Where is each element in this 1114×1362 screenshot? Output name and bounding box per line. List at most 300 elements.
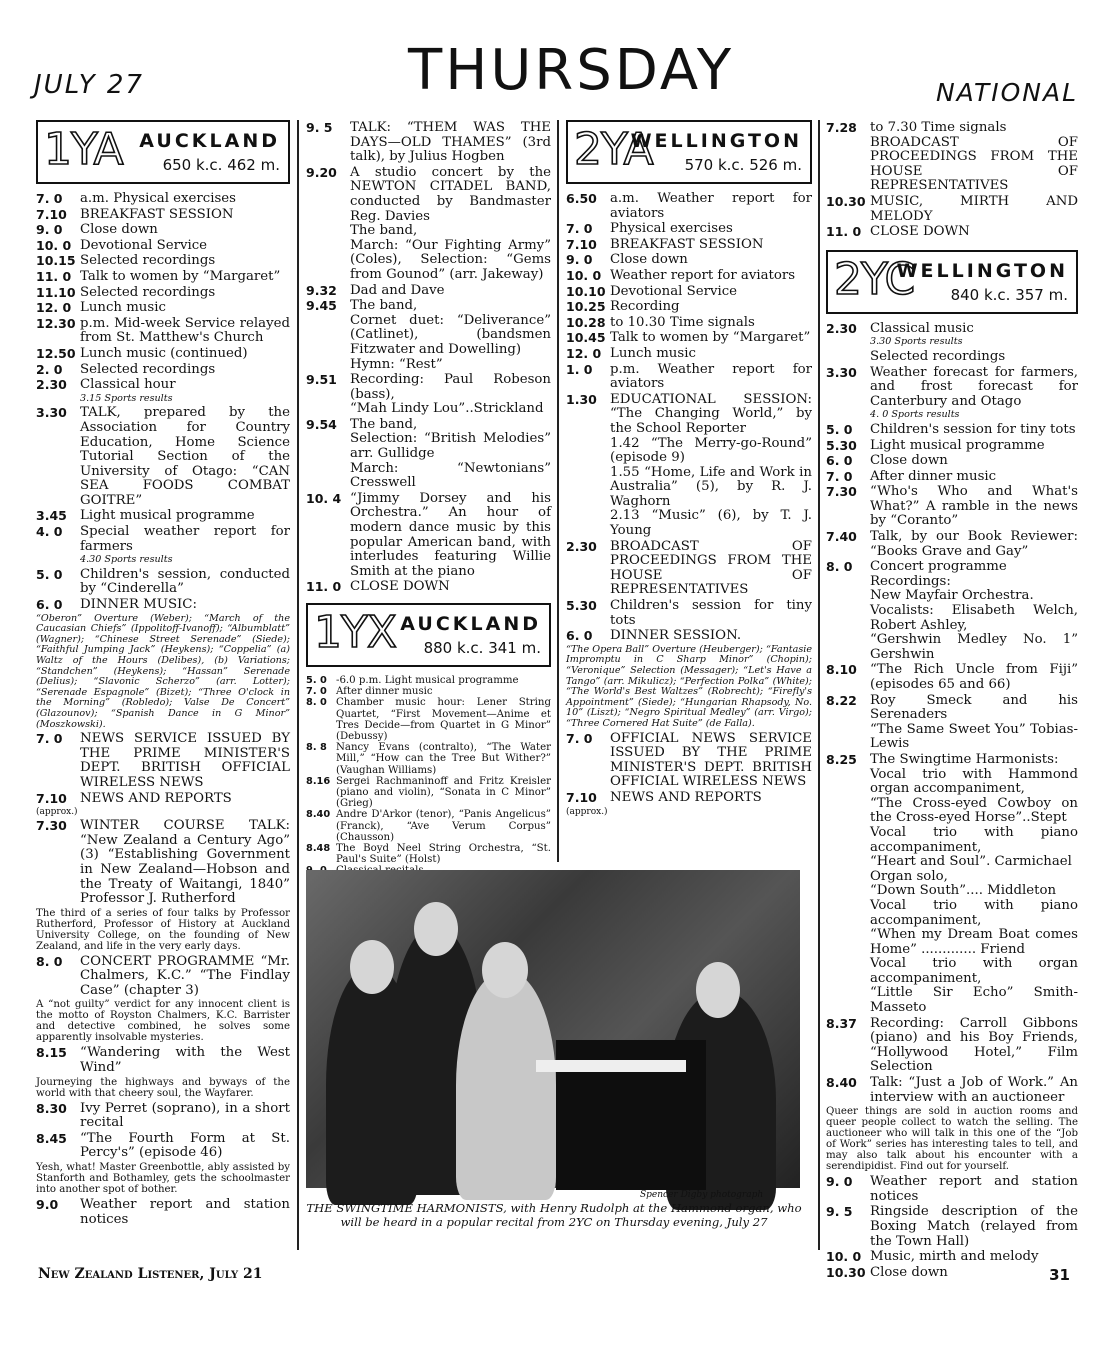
entry-time: 9.51 bbox=[306, 372, 337, 388]
schedule-list bbox=[36, 732, 290, 806]
entry-text: The band, Cornet duet: “Deliverance” (Catlinet), (bandsmen Fitzwater and Dowelling) Hymn: “Rest” bbox=[350, 298, 551, 372]
entry-text: Light musical programme bbox=[870, 437, 1045, 453]
station-box-2ya bbox=[566, 120, 812, 184]
header-date: JULY 27 bbox=[34, 70, 144, 100]
schedule-entry bbox=[306, 492, 551, 580]
photo-caption: THE SWINGTIME HARMONISTS, with Henry Rudolph at the Hammond organ, who will be heard in a popular recital from 2YC on Thursday evening, July 27 bbox=[306, 1201, 802, 1229]
schedule-entry bbox=[36, 792, 290, 807]
entry-text: A studio concert by the NEWTON CITADEL BAND, conducted by Bandmaster Reg. Davies The band, March: “Our Fighting Army” (Coles), Selection: “Gems from Gounod” (arr. Jakeway) bbox=[350, 164, 551, 282]
schedule-entry bbox=[826, 454, 1078, 469]
column-2 bbox=[306, 120, 551, 866]
schedule-entry bbox=[826, 753, 1078, 1016]
schedule-entry bbox=[36, 1046, 290, 1075]
schedule-entry bbox=[306, 284, 551, 299]
entry-time: 7. 0 bbox=[36, 731, 63, 747]
entry-text: Close down bbox=[80, 222, 158, 238]
schedule-list bbox=[36, 819, 290, 907]
entry-time: 6. 0 bbox=[566, 628, 593, 644]
schedule-entry bbox=[306, 121, 551, 165]
schedule-entry bbox=[306, 580, 551, 595]
schedule-entry bbox=[306, 675, 551, 686]
schedule-entry bbox=[36, 301, 290, 316]
schedule-entry bbox=[36, 1198, 290, 1227]
entry-text: Talk, by our Book Reviewer: “Books Grave and Gay” bbox=[870, 529, 1078, 559]
photo-credit: Spencer Digby photograph bbox=[640, 1190, 764, 1200]
entry-text: Talk: “Just a Job of Work.” An interview with an auctioneer bbox=[870, 1075, 1078, 1105]
schedule-entry bbox=[306, 418, 551, 491]
entry-time: 9.54 bbox=[306, 416, 337, 432]
schedule-entry bbox=[566, 285, 812, 300]
header-network: NATIONAL bbox=[935, 78, 1078, 107]
entry-time: 8.40 bbox=[306, 809, 331, 821]
entry-text: MUSIC, MIRTH AND MELODY bbox=[870, 193, 1078, 224]
entry-time: 7. 0 bbox=[36, 191, 63, 206]
schedule-list bbox=[36, 955, 290, 999]
entry-time: 10.15 bbox=[36, 253, 76, 269]
schedule-entry bbox=[566, 347, 812, 362]
sports-results-note: 4. 0 Sports results bbox=[870, 409, 960, 421]
schedule-entry bbox=[306, 166, 551, 283]
entry-text: “The Fourth Form at St. Percy's” (episode 46) bbox=[80, 1130, 290, 1161]
schedule-entry bbox=[36, 239, 290, 254]
entry-text: Selected recordings bbox=[80, 361, 216, 377]
entry-time: 7.10 bbox=[36, 206, 67, 222]
entry-time: 5. 0 bbox=[306, 675, 327, 686]
column-rule bbox=[557, 120, 559, 862]
entry-time: 8. 0 bbox=[36, 953, 63, 969]
entry-time: 6. 0 bbox=[36, 597, 63, 613]
entry-text: The band, Selection: “British Melodies” arr. Gullidge March: “Newtonians” Cresswell bbox=[350, 416, 551, 491]
entry-text: “Who's Who and What's What?” A ramble in the news by “Coranto” bbox=[870, 484, 1078, 529]
entry-time: 8.15 bbox=[36, 1045, 67, 1061]
entry-time: 10.10 bbox=[566, 283, 606, 299]
entry-time: 7.30 bbox=[826, 484, 857, 500]
station-frequency: 840 k.c. 357 m. bbox=[950, 285, 1068, 304]
approx-note: (approx.) bbox=[566, 806, 608, 817]
entry-text: Children's session, conducted by “Cinderella” bbox=[80, 566, 290, 597]
schedule-entry bbox=[306, 776, 551, 810]
entry-text: Recording: Carroll Gibbons (piano) and his Boy Friends, “Hollywood Hotel,” Film Selection bbox=[870, 1015, 1078, 1075]
entry-text: Physical exercises bbox=[610, 221, 733, 237]
schedule-entry bbox=[826, 694, 1078, 752]
schedule-entry bbox=[306, 373, 551, 417]
entry-time: 10. 0 bbox=[826, 1249, 862, 1265]
schedule-entry bbox=[306, 809, 551, 843]
entry-time: 8.45 bbox=[36, 1130, 67, 1146]
organ-keys bbox=[536, 1060, 686, 1072]
entry-time: 9. 5 bbox=[306, 120, 333, 135]
column-rule bbox=[818, 120, 820, 1250]
entry-time: 8.30 bbox=[36, 1100, 67, 1116]
entry-text: Classical music bbox=[870, 320, 974, 336]
column-1 bbox=[36, 120, 290, 1250]
entry-text: Special weather report for farmers bbox=[80, 524, 290, 554]
entry-time: 5.30 bbox=[566, 598, 597, 614]
entry-text: NEWS SERVICE ISSUED BY THE PRIME MINISTER'S DEPT. BRITISH OFFICIAL WIRELESS NEWS bbox=[80, 731, 290, 790]
schedule-entry bbox=[566, 316, 812, 331]
schedule-entry bbox=[566, 331, 812, 346]
entry-text: Classical hour bbox=[80, 377, 176, 393]
entry-time: 2. 0 bbox=[36, 361, 63, 377]
band-photograph bbox=[306, 870, 800, 1188]
entry-text: Dad and Dave bbox=[350, 282, 445, 298]
schedule-entry bbox=[826, 225, 1078, 240]
entry-text: Light musical programme bbox=[80, 508, 255, 524]
entry-text: Lunch music (continued) bbox=[80, 345, 248, 361]
schedule-entry bbox=[36, 270, 290, 285]
sports-results-note: 3.15 Sports results bbox=[80, 392, 173, 404]
entry-time: 10. 0 bbox=[566, 267, 602, 283]
schedule-entry bbox=[36, 819, 290, 907]
entry-text: Sergei Rachmaninoff and Fritz Kreisler (piano and violin), “Sonata in C Minor” (Grieg) bbox=[336, 775, 551, 810]
entry-time: 7.10 bbox=[566, 789, 597, 805]
figure-face bbox=[350, 940, 394, 994]
entry-time: 8.22 bbox=[826, 692, 857, 708]
schedule-list bbox=[36, 568, 290, 613]
schedule-list bbox=[36, 406, 290, 554]
entry-text: Selected recordings bbox=[80, 284, 216, 300]
entry-text: Concert programme Recordings: New Mayfair Orchestra. Vocalists: Elisabeth Welch, Robert Ashley, “Gershwin Medley No. 1” Gershwin bbox=[870, 559, 1078, 662]
entry-time: 6.50 bbox=[566, 191, 597, 206]
entry-text: a.m. Physical exercises bbox=[80, 191, 236, 206]
dinner-music-list: “Oberon” Overture (Weber); “March of the Caucasian Chiefs” (Ippolitoff-Ivanoff); “Albumblatt” (Wagner); “Chinese Street Serenade” (Siede); “Faithful Jumping Jack” (Heykens); “Coppelia” (a) Waltz of the Hours (Delibes), (b) Variations; “Standchen” (Heykens); “Hassan” Serenade (Delius); “Slavonic Scherzo” (arr. Lotter); “Serenade Espagnole” (Bizet); “Three O'clock in the Morning” (Robledo); Valse De Concert” (Glazounov); “Spanish Dance in G Minor” (Moszkowski). bbox=[36, 612, 290, 730]
schedule-entry bbox=[566, 192, 812, 221]
entry-text: “Jimmy Dorsey and his Orchestra.” An hour of modern dance music by this popular American band, with interludes featuring Willie Smith at the piano bbox=[350, 490, 551, 579]
entry-text: to 10.30 Time signals bbox=[610, 314, 755, 330]
entry-time: 4. 0 bbox=[36, 524, 63, 540]
column-rule bbox=[297, 120, 299, 1250]
station-city: AUCKLAND bbox=[139, 130, 280, 152]
schedule-list bbox=[306, 121, 551, 595]
entry-text: CLOSE DOWN bbox=[350, 579, 450, 595]
schedule-entry bbox=[566, 791, 812, 806]
schedule-entry bbox=[566, 732, 812, 790]
schedule-entry bbox=[36, 317, 290, 346]
entry-text: Close down bbox=[870, 1264, 948, 1280]
footer-publication: New Zealand Listener, July 21 bbox=[38, 1266, 263, 1282]
schedule-entry bbox=[826, 322, 1078, 337]
schedule-entry bbox=[826, 350, 1078, 365]
entry-text: BROADCAST OF PROCEEDINGS FROM THE HOUSE OF REPRESENTATIVES bbox=[610, 538, 812, 598]
entry-text: BREAKFAST SESSION bbox=[610, 236, 764, 252]
entry-text: a.m. Weather report for aviators bbox=[610, 191, 812, 221]
entry-time: 9. 0 bbox=[566, 252, 593, 268]
schedule-list bbox=[826, 322, 1078, 337]
schedule-entry bbox=[566, 269, 812, 284]
schedule-entry bbox=[566, 629, 812, 644]
entry-text: Roy Smeck and his Serenaders “The Same Sweet You” Tobias-Lewis bbox=[870, 692, 1078, 752]
schedule-entry bbox=[566, 363, 812, 392]
entry-time: 7. 0 bbox=[566, 221, 593, 237]
approx-note: (approx.) bbox=[36, 807, 78, 818]
figure-face bbox=[482, 942, 528, 998]
schedule-entry bbox=[826, 366, 1078, 410]
schedule-entry bbox=[36, 955, 290, 999]
entry-text: Recording: Paul Robeson (bass), “Mah Lindy Lou”..Strickland bbox=[350, 372, 551, 417]
schedule-list bbox=[826, 1175, 1078, 1280]
station-box-2yc bbox=[826, 250, 1078, 314]
schedule-list bbox=[36, 1198, 290, 1227]
entry-text: The Swingtime Harmonists: Vocal trio with Hammond organ accompaniment, “The Cross-eyed Cowboy on the Cross-eyed Horse”..Stept Vocal trio with piano accompaniment, “Heart and Soul”. Carmichael Organ solo, “Down South”.... Middleton Vocal trio with piano accompaniment, “When my Dream Boat comes Home” ............. Friend Vocal trio with organ accompaniment, “Little Sir Echo” Smith-Masseto bbox=[870, 751, 1078, 1016]
entry-text: TALK: “THEM WAS THE DAYS—OLD THAMES” (3rd talk), by Julius Hogben bbox=[350, 120, 551, 165]
schedule-list bbox=[826, 366, 1078, 410]
schedule-entry bbox=[826, 530, 1078, 559]
entry-text: Talk to women by “Margaret” bbox=[80, 268, 281, 284]
schedule-entry bbox=[36, 363, 290, 378]
schedule-entry bbox=[826, 1076, 1078, 1105]
station-city: AUCKLAND bbox=[400, 613, 541, 635]
schedule-entry bbox=[566, 253, 812, 268]
schedule-list bbox=[566, 732, 812, 806]
entry-time: 11. 0 bbox=[306, 579, 342, 595]
sports-results-note: 3.30 Sports results bbox=[870, 336, 963, 348]
entry-time: 10.30 bbox=[826, 193, 866, 209]
programme-note: Queer things are sold in auction rooms and queer people collect to watch the selling. The auctioneer who will talk in this one of the “Job of Work” series has interesting tales to tell, and may also talk about his encounter with a serendipidist. Find out for yourself. bbox=[826, 1106, 1078, 1173]
entry-time: 2.30 bbox=[826, 320, 857, 336]
entry-text: OFFICIAL NEWS SERVICE ISSUED BY THE PRIME MINISTER'S DEPT. BRITISH OFFICIAL WIRELESS NEWS bbox=[610, 730, 812, 790]
entry-time: 7. 0 bbox=[306, 686, 327, 698]
entry-time: 7.40 bbox=[826, 529, 857, 545]
schedule-list bbox=[306, 675, 551, 899]
schedule-list bbox=[826, 121, 1078, 240]
programme-note: A “not guilty” verdict for any innocent client is the motto of Royston Chalmers, K.C. Barrister and detective combined, he solves some apparently insolvable mysteries. bbox=[36, 999, 290, 1044]
entry-text: TALK, prepared by the Association for Country Education, Home Science Tutorial Section of the University of Otago: “CAN SEA FOODS COMBAT GOITRE” bbox=[80, 405, 290, 508]
header-day: THURSDAY bbox=[408, 38, 735, 103]
entry-text: Lunch music bbox=[610, 345, 696, 361]
entry-text: Children's session for tiny tots bbox=[870, 421, 1076, 437]
entry-time: 8. 8 bbox=[306, 742, 327, 754]
schedule-entry bbox=[826, 1175, 1078, 1204]
entry-time: 9.32 bbox=[306, 282, 337, 298]
schedule-entry bbox=[566, 238, 812, 253]
schedule-entry bbox=[36, 1102, 290, 1131]
entry-text: Close down bbox=[870, 453, 948, 469]
entry-text: Talk to women by “Margaret” bbox=[610, 330, 811, 346]
entry-text: BREAKFAST SESSION bbox=[80, 206, 234, 222]
entry-text: Close down bbox=[610, 252, 688, 268]
schedule-entry bbox=[826, 663, 1078, 692]
schedule-entry bbox=[566, 222, 812, 237]
schedule-entry bbox=[36, 208, 290, 223]
entry-time: 12. 0 bbox=[36, 300, 72, 316]
entry-text: Music, mirth and melody bbox=[870, 1249, 1039, 1265]
entry-text: Devotional Service bbox=[80, 237, 208, 253]
schedule-list bbox=[36, 1046, 290, 1075]
schedule-entry bbox=[36, 286, 290, 301]
schedule-entry bbox=[36, 598, 290, 613]
entry-time: 9.45 bbox=[306, 298, 337, 314]
entry-text: “Wandering with the West Wind” bbox=[80, 1045, 290, 1076]
entry-time: 3.30 bbox=[36, 405, 67, 421]
schedule-entry bbox=[826, 1205, 1078, 1249]
station-logo: 1YA bbox=[44, 124, 123, 175]
schedule-entry bbox=[826, 470, 1078, 485]
schedule-entry bbox=[36, 378, 290, 393]
entry-time: 8.48 bbox=[306, 843, 331, 855]
entry-time: 2.30 bbox=[36, 377, 67, 393]
entry-time: 7. 0 bbox=[826, 468, 853, 484]
entry-text: After dinner music bbox=[870, 468, 997, 484]
entry-text: Ivy Perret (soprano), in a short recital bbox=[80, 1100, 290, 1131]
programme-note: The third of a series of four talks by Professor Rutherford, Professor of History at Auckland University College, on the founding of New Zealand, and life in the very early days. bbox=[36, 907, 290, 952]
entry-time: 12.50 bbox=[36, 345, 76, 361]
entry-time: 9.20 bbox=[306, 164, 337, 180]
entry-time: 8. 0 bbox=[826, 559, 853, 575]
entry-text: Ringside description of the Boxing Match (relayed from the Town Hall) bbox=[870, 1204, 1078, 1249]
entry-time: 12.30 bbox=[36, 315, 76, 331]
schedule-entry bbox=[36, 223, 290, 238]
schedule-entry bbox=[826, 560, 1078, 662]
schedule-list bbox=[566, 192, 812, 644]
entry-time: 9. 0 bbox=[826, 1174, 853, 1190]
entry-time: 3.30 bbox=[826, 364, 857, 380]
entry-time: 8.25 bbox=[826, 751, 857, 767]
entry-time: 3.45 bbox=[36, 508, 67, 524]
programme-note: Journeying the highways and byways of the world with that cheery soul, the Wayfarer. bbox=[36, 1076, 290, 1099]
entry-time: 10. 0 bbox=[36, 237, 72, 253]
entry-time: 10.25 bbox=[566, 299, 606, 315]
entry-time: 8. 0 bbox=[306, 697, 327, 709]
entry-text: Chamber music hour: Lener String Quartet, “First Movement—Anime et Tres Decide—from Quartet in G Minor” (Debussy) bbox=[336, 697, 551, 743]
schedule-entry bbox=[826, 1266, 1078, 1281]
schedule-entry bbox=[36, 406, 290, 508]
schedule-entry bbox=[36, 347, 290, 362]
entry-time: 6. 0 bbox=[826, 453, 853, 469]
schedule-entry bbox=[566, 599, 812, 628]
entry-text: Weather forecast for farmers, and frost forecast for Canterbury and Otago bbox=[870, 364, 1078, 409]
schedule-entry bbox=[566, 393, 812, 539]
entry-text: Andre D'Arkor (tenor), “Panis Angelicus” (Franck), “Ave Verum Corpus” (Chausson) bbox=[336, 809, 551, 843]
entry-text: Weather report for aviators bbox=[610, 267, 796, 283]
entry-text: NEWS AND REPORTS bbox=[610, 789, 762, 805]
schedule-list bbox=[826, 423, 1078, 1105]
entry-text: Children's session for tiny tots bbox=[610, 598, 812, 628]
entry-time: 5. 0 bbox=[826, 421, 853, 437]
schedule-entry bbox=[826, 1250, 1078, 1265]
entry-text: DINNER MUSIC: bbox=[80, 597, 197, 613]
schedule-entry bbox=[826, 439, 1078, 454]
entry-text: DINNER SESSION. bbox=[610, 628, 742, 644]
entry-text: -6.0 p.m. Light musical programme bbox=[336, 675, 519, 686]
station-box-1ya bbox=[36, 120, 290, 184]
dinner-music-list: “The Opera Ball” Overture (Heuberger); “Fantasie Impromptu in C Sharp Minor” (Chopin); “Veronique” Selection (Messager); “Let's Have a Tango” (arr. Mikulicz); “Perfection Polka” (White); “The World's Best Waltzes” (Robrecht); “Firefly's Appointment” (Siede); “Hungarian Rhapsody, No. 10” (Liszt); “Negro Spiritual Medley” (arr. Virgo); “Three Cornered Hat Suite” (de Falla). bbox=[566, 643, 812, 729]
entry-time: 9. 0 bbox=[36, 222, 63, 238]
schedule-entry bbox=[566, 540, 812, 598]
schedule-entry bbox=[36, 509, 290, 524]
entry-time: 11.10 bbox=[36, 284, 76, 300]
entry-time: 1.30 bbox=[566, 391, 597, 407]
station-logo: 1YX bbox=[314, 607, 397, 658]
entry-time: 7.10 bbox=[566, 236, 597, 252]
station-frequency: 570 k.c. 526 m. bbox=[684, 156, 802, 174]
entry-text: The Boyd Neel String Orchestra, “St. Paul's Suite” (Holst) bbox=[336, 843, 551, 866]
station-logo: 2YA bbox=[574, 124, 653, 175]
schedule-entry bbox=[36, 254, 290, 269]
entry-text: WINTER COURSE TALK: “New Zealand a Century Ago” (3) “Establishing Government in New Zealand—Hobson and the Treaty of Waitangi, 1840” Professor J. Rutherford bbox=[80, 818, 290, 907]
sports-results-note: 4.30 Sports results bbox=[80, 554, 173, 566]
schedule-entry bbox=[36, 732, 290, 790]
schedule-entry bbox=[36, 525, 290, 554]
station-frequency: 880 k.c. 341 m. bbox=[423, 639, 541, 657]
entry-time: 9.0 bbox=[36, 1197, 59, 1213]
entry-time: 11. 0 bbox=[826, 224, 862, 240]
entry-time: 10.30 bbox=[826, 1264, 866, 1280]
entry-time: 10. 4 bbox=[306, 490, 342, 506]
schedule-entry bbox=[826, 485, 1078, 529]
entry-text: EDUCATIONAL SESSION: “The Changing World,” by the School Reporter 1.42 “The Merry-go-Round” (episode 9) 1.55 “Home, Life and Work in Australia” (5), by R. J. Waghorn 2.13 “Music” (6), by T. J. Young bbox=[610, 391, 812, 539]
schedule-entry bbox=[826, 423, 1078, 438]
figure-silhouette bbox=[456, 970, 556, 1200]
schedule-list bbox=[36, 1102, 290, 1161]
schedule-entry bbox=[566, 300, 812, 315]
entry-time: 9. 5 bbox=[826, 1204, 853, 1220]
entry-text: Nancy Evans (contralto), “The Water Mill,” “How can the Tree But Wither?” (Vaughan Williams) bbox=[336, 742, 551, 776]
entry-time: 8.40 bbox=[826, 1075, 857, 1091]
entry-text: Weather report and station notices bbox=[870, 1174, 1078, 1204]
entry-time: 10.28 bbox=[566, 314, 606, 330]
schedule-entry bbox=[36, 568, 290, 597]
entry-text: Devotional Service bbox=[610, 283, 738, 299]
schedule-list bbox=[36, 192, 290, 393]
figure-face bbox=[696, 962, 740, 1018]
schedule-entry bbox=[826, 121, 1078, 194]
programme-note: Yesh, what! Master Greenbottle, ably assisted by Stanforth and Bothamley, gets the schoolmaster into another spot of bother. bbox=[36, 1162, 290, 1196]
entry-text: “The Rich Uncle from Fiji” (episodes 65 and 66) bbox=[870, 662, 1078, 692]
schedule-entry bbox=[306, 742, 551, 776]
station-frequency: 650 k.c. 462 m. bbox=[162, 156, 280, 174]
entry-time: 1. 0 bbox=[566, 361, 593, 377]
schedule-entry bbox=[36, 1132, 290, 1161]
entry-time: 5.30 bbox=[826, 437, 857, 453]
schedule-entry bbox=[826, 1017, 1078, 1075]
schedule-entry bbox=[306, 686, 551, 697]
entry-time: 7.30 bbox=[36, 818, 67, 834]
schedule-entry bbox=[306, 843, 551, 865]
entry-text: CLOSE DOWN bbox=[870, 224, 970, 240]
entry-time: 12. 0 bbox=[566, 345, 602, 361]
entry-time: 10.45 bbox=[566, 330, 606, 346]
schedule-entry bbox=[36, 192, 290, 207]
entry-time: 7.10 bbox=[36, 790, 67, 806]
footer-page-number: 31 bbox=[1049, 1266, 1070, 1284]
entry-text: p.m. Weather report for aviators bbox=[610, 361, 812, 392]
entry-text: Selected recordings bbox=[80, 253, 216, 269]
entry-time: 7.28 bbox=[826, 120, 857, 135]
station-city: WELLINGTON bbox=[896, 259, 1068, 282]
entry-text: to 7.30 Time signals BROADCAST OF PROCEEDINGS FROM THE HOUSE OF REPRESENTATIVES bbox=[870, 120, 1078, 194]
entry-time: 11. 0 bbox=[36, 268, 72, 284]
entry-time: 2.30 bbox=[566, 538, 597, 554]
entry-text: Recording bbox=[610, 299, 680, 315]
schedule-entry bbox=[306, 697, 551, 742]
entry-time: 8.37 bbox=[826, 1015, 857, 1031]
station-city: WELLINGTON bbox=[630, 130, 802, 152]
entry-text: Selected recordings bbox=[870, 348, 1006, 364]
entry-text: After dinner music bbox=[336, 686, 433, 698]
column-3 bbox=[566, 120, 812, 862]
entry-text: NEWS AND REPORTS bbox=[80, 790, 232, 806]
entry-text: Lunch music bbox=[80, 300, 166, 316]
entry-text: CONCERT PROGRAMME “Mr. Chalmers, K.C.” “The Findlay Case” (chapter 3) bbox=[80, 953, 290, 998]
figure-face bbox=[414, 902, 458, 956]
schedule-entry bbox=[306, 299, 551, 372]
entry-time: 8.16 bbox=[306, 775, 331, 787]
entry-text: p.m. Mid-week Service relayed from St. Matthew's Church bbox=[80, 315, 290, 346]
station-box-1yx bbox=[306, 603, 551, 667]
schedule-entry bbox=[826, 195, 1078, 224]
entry-text: Weather report and station notices bbox=[80, 1197, 290, 1227]
entry-time: 5. 0 bbox=[36, 566, 63, 582]
